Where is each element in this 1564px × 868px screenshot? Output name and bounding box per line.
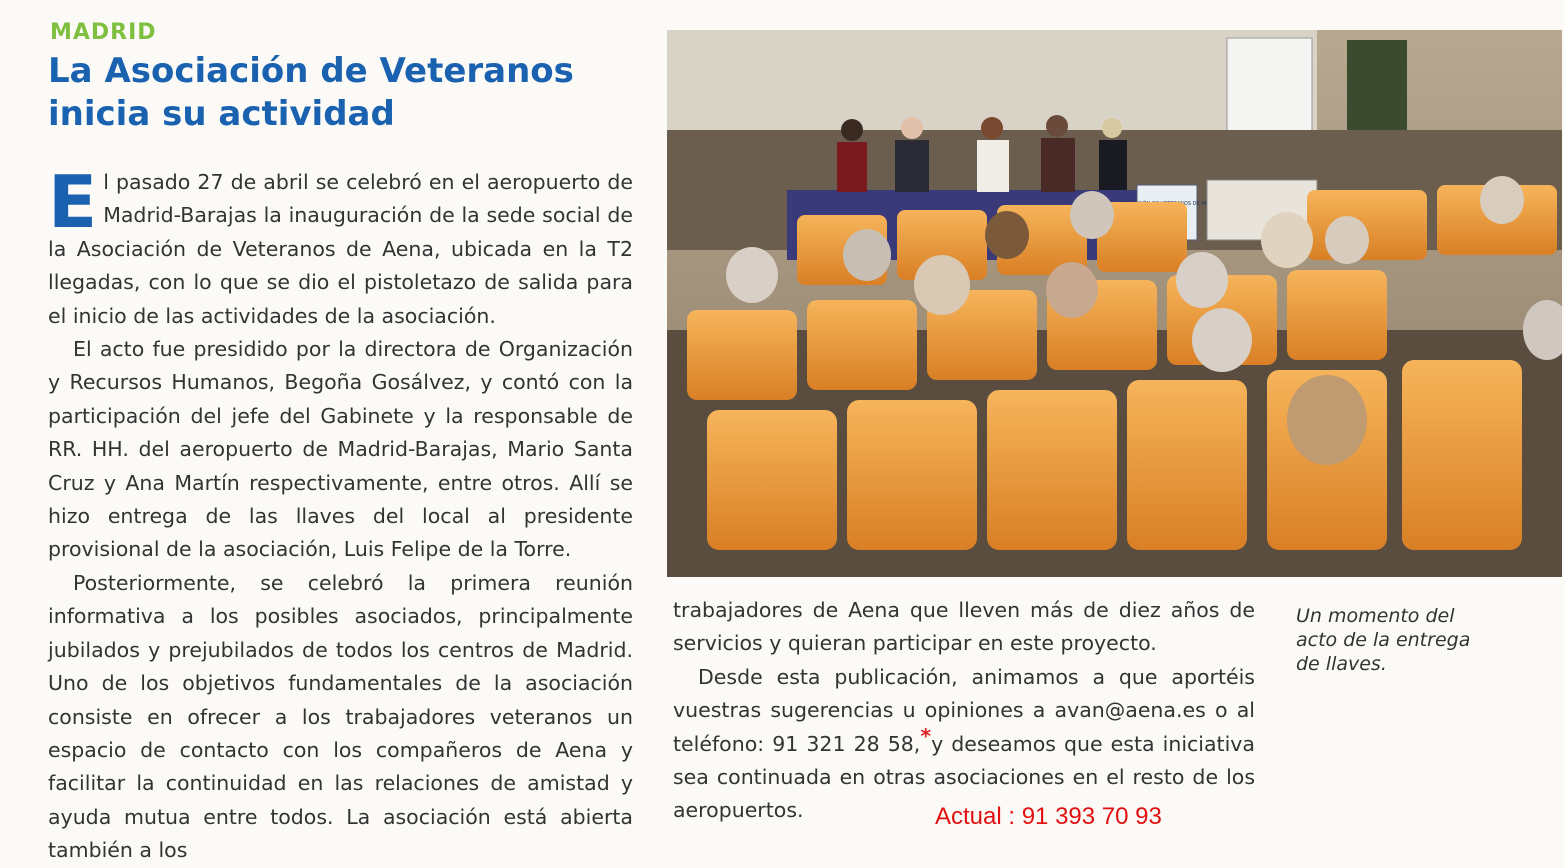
event-photo (667, 30, 1562, 577)
paragraph-3: Posteriormente, se celebró la primera reunión informativa a los posibles asociados, principalmente jubilados y prejubilados de todos los centros de Madrid. Uno de los objetivos fundamentales de la asociación consiste en ofrecer a los trabajadores veteranos un espacio de contacto con los compañeros de Aena y facilitar la continuidad en las relaciones de amistad y ayuda mutua entre todos. La asociación está abierta también a los (48, 570, 633, 863)
paragraph-5-text-b: y deseamos que esta iniciativa sea continuada en otras asociaciones en el resto de los aeropuertos. (673, 731, 1255, 823)
paragraph-1 (48, 160, 633, 333)
paragraph-2: El acto fue presidido por la directora de Organización y Recursos Humanos, Begoña Gosálvez, y contó con la participación del jefe del Gabinete y la responsable de RR. HH. del aeropuerto de Madrid-Barajas, Mario Santa Cruz y Ana Martín respectivamente, entre otros. Allí se hizo entrega de las llaves del local al presidente provisional de la asociación, Luis Felipe de la Torre. (48, 337, 633, 562)
headline-line-2: inicia su actividad (48, 94, 395, 134)
paragraph-5-text-a: Desde esta publicación, animamos a que aportéis vuestras sugerencias u opiniones a avan@aena.es o al teléfono: 91 321 28 58, (673, 664, 1255, 756)
drop-cap: E (48, 160, 98, 244)
photo-caption: Un momento del acto de la entrega de llaves. (1296, 605, 1471, 675)
article-column-right (673, 594, 1255, 828)
section-label: MADRID (50, 20, 157, 45)
headline (48, 50, 648, 136)
headline-line-1: La Asociación de Veteranos (48, 51, 574, 91)
photo-illustration (667, 30, 1562, 577)
asterisk-mark: * (920, 723, 932, 748)
table-sign-text: DE (1192, 201, 1200, 207)
article-column-left (48, 160, 633, 868)
paragraph-4: trabajadores de Aena que lleven más de diez años de servicios y quieran participar en este proyecto. (673, 598, 1255, 656)
paragraph-1-text: l pasado 27 de abril se celebró en el aeropuerto de Madrid-Barajas la inauguración de la sede social de la Asociación de Veteranos de Aena, ubicada en la T2 llegadas, con lo que se dio el pistoletazo de salida para el inicio de las actividades de la asociación. (48, 170, 633, 328)
updated-phone-annotation: Actual : 91 393 70 93 (935, 803, 1162, 830)
